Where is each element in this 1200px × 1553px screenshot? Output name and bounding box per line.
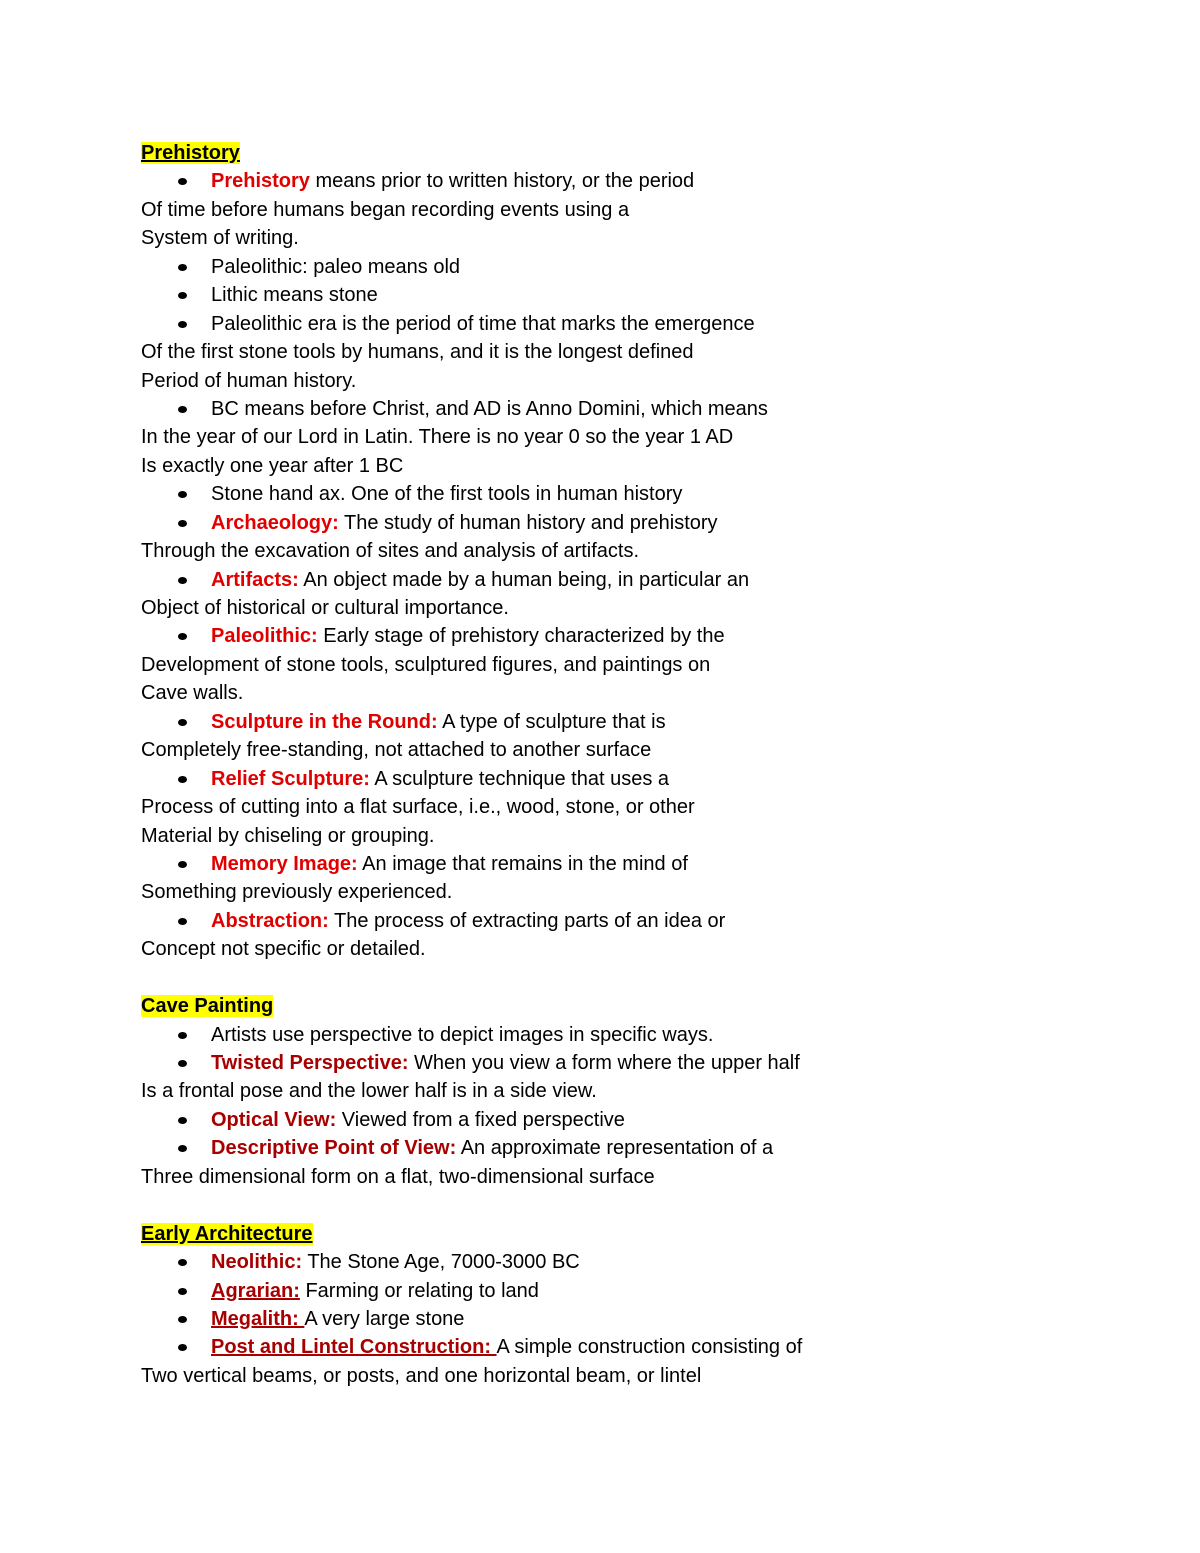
term-relief-sculpture: Relief Sculpture: xyxy=(211,767,370,790)
bullet-icon xyxy=(178,918,187,925)
body-text: Is a frontal pose and the lower half is in a side view. xyxy=(141,1080,597,1103)
continuation-line xyxy=(141,537,1141,565)
definition-text: A sculpture technique that uses a xyxy=(369,767,670,790)
continuation-line xyxy=(141,196,1141,224)
bullet-icon xyxy=(178,321,187,328)
continuation-line xyxy=(141,423,1141,451)
term-post-and-lintel-construction: Post and Lintel Construction: xyxy=(211,1336,497,1359)
bullet-icon xyxy=(178,178,187,185)
body-text: Of the first stone tools by humans, and it is the longest defined xyxy=(141,341,694,364)
body-text: Concept not specific or detailed. xyxy=(141,938,426,961)
body-text: Process of cutting into a flat surface, i.e., wood, stone, or other xyxy=(141,796,695,819)
bullet-icon xyxy=(178,264,187,271)
definition-text: The Stone Age, 7000-3000 BC xyxy=(302,1251,580,1274)
continuation-line xyxy=(141,651,1141,679)
definition-text: Viewed from a fixed perspective xyxy=(336,1108,625,1131)
term-paleolithic: Paleolithic: xyxy=(211,625,318,648)
continuation-line xyxy=(141,935,1141,963)
section-spacer xyxy=(141,1191,1141,1219)
body-text: In the year of our Lord in Latin. There is no year 0 so the year 1 AD xyxy=(141,426,734,449)
section-spacer xyxy=(141,964,1141,992)
term-agrarian: Agrarian: xyxy=(211,1279,300,1302)
term-memory-image: Memory Image: xyxy=(211,852,358,875)
list-item xyxy=(141,1305,1141,1333)
definition-text: Farming or relating to land xyxy=(299,1279,539,1302)
definition-text: The study of human history and prehistory xyxy=(338,511,718,534)
body-text: Two vertical beams, or posts, and one horizontal beam, or lintel xyxy=(141,1364,702,1387)
list-item xyxy=(141,310,1141,338)
body-text: Three dimensional form on a flat, two-dimensional surface xyxy=(141,1165,655,1188)
bullet-icon xyxy=(178,520,187,527)
body-text: Is exactly one year after 1 BC xyxy=(141,454,404,477)
list-item xyxy=(141,1333,1141,1361)
bullet-icon xyxy=(178,292,187,299)
term-optical-view: Optical View: xyxy=(211,1108,337,1131)
continuation-line xyxy=(141,224,1141,252)
section-heading-line xyxy=(141,139,1141,167)
list-item xyxy=(141,253,1141,281)
body-text: Period of human history. xyxy=(141,369,357,392)
bullet-icon xyxy=(178,1117,187,1124)
bullet-icon xyxy=(178,577,187,584)
bullet-icon xyxy=(178,1259,187,1266)
bullet-icon xyxy=(178,1344,187,1351)
section-heading-early-architecture: Early Architecture xyxy=(141,1222,313,1245)
definition-text: When you view a form where the upper half xyxy=(408,1052,800,1074)
definition-text: The process of extracting parts of an idea or xyxy=(328,909,726,932)
continuation-line xyxy=(141,736,1141,764)
definition-text: A type of sculpture that is xyxy=(437,710,666,733)
continuation-line xyxy=(141,793,1141,821)
term-artifacts: Artifacts: xyxy=(211,568,299,591)
list-item xyxy=(141,708,1141,736)
definition-text: A simple construction consisting of xyxy=(496,1336,803,1359)
list-item xyxy=(141,622,1141,650)
body-text: Completely free-standing, not attached to another surface xyxy=(141,739,652,762)
list-item xyxy=(141,1049,1141,1077)
term-abstraction: Abstraction: xyxy=(211,909,329,932)
section-heading-prehistory: Prehistory xyxy=(141,142,240,164)
body-text: Material by chiseling or grouping. xyxy=(141,824,435,847)
list-item xyxy=(141,907,1141,935)
continuation-line xyxy=(141,594,1141,622)
continuation-line xyxy=(141,822,1141,850)
list-item xyxy=(141,765,1141,793)
section-heading-cave-painting: Cave Painting xyxy=(141,995,274,1018)
definition-text: An object made by a human being, in particular an xyxy=(298,568,750,591)
list-item xyxy=(141,1134,1141,1162)
body-text: Development of stone tools, sculptured figures, and paintings on xyxy=(141,653,711,676)
list-item xyxy=(141,167,1141,195)
list-item xyxy=(141,480,1141,508)
section-heading-line xyxy=(141,1220,1141,1248)
term-descriptive-point-of-view: Descriptive Point of View: xyxy=(211,1137,457,1160)
continuation-line xyxy=(141,878,1141,906)
body-text: Object of historical or cultural importance. xyxy=(141,597,509,619)
bullet-icon xyxy=(178,861,187,868)
definition-text: Early stage of prehistory characterized by the xyxy=(317,625,725,648)
body-text: Paleolithic: paleo means old xyxy=(211,255,461,278)
bullet-icon xyxy=(178,633,187,640)
body-text: Something previously experienced. xyxy=(141,881,453,904)
bullet-icon xyxy=(178,1288,187,1295)
term-megalith: Megalith: xyxy=(211,1307,305,1330)
bullet-icon xyxy=(178,776,187,783)
bullet-icon xyxy=(178,491,187,498)
term-sculpture-in-the-round: Sculpture in the Round: xyxy=(211,710,438,733)
list-item xyxy=(141,1021,1141,1049)
continuation-line xyxy=(141,1163,1141,1191)
list-item xyxy=(141,1277,1141,1305)
definition-text: An approximate representation of a xyxy=(456,1137,774,1160)
list-item xyxy=(141,566,1141,594)
list-item xyxy=(141,395,1141,423)
continuation-line xyxy=(141,1362,1141,1390)
list-item xyxy=(141,281,1141,309)
body-text: Stone hand ax. One of the first tools in human history xyxy=(211,483,683,506)
body-text: BC means before Christ, and AD is Anno Domini, which means xyxy=(211,397,768,420)
continuation-line xyxy=(141,367,1141,395)
body-text: System of writing. xyxy=(141,227,299,250)
bullet-icon xyxy=(178,406,187,413)
body-text: Cave walls. xyxy=(141,682,244,705)
list-item xyxy=(141,1248,1141,1276)
list-item xyxy=(141,1106,1141,1134)
continuation-line xyxy=(141,1077,1141,1105)
list-item xyxy=(141,509,1141,537)
document-page xyxy=(141,139,1141,1390)
term-prehistory: Prehistory xyxy=(211,170,310,193)
term-archaeology: Archaeology: xyxy=(211,511,339,534)
body-text: Through the excavation of sites and analysis of artifacts. xyxy=(141,540,640,563)
bullet-icon xyxy=(178,719,187,726)
definition-text: means prior to written history, or the period xyxy=(309,170,695,193)
body-text: Paleolithic era is the period of time that marks the emergence xyxy=(211,312,755,335)
body-text: Of time before humans began recording events using a xyxy=(141,198,630,221)
definition-text: A very large stone xyxy=(304,1307,465,1330)
section-heading-line xyxy=(141,992,1141,1020)
list-item xyxy=(141,850,1141,878)
body-text: Artists use perspective to depict images in specific ways. xyxy=(211,1023,714,1046)
definition-text: An image that remains in the mind of xyxy=(357,852,688,875)
bullet-icon xyxy=(178,1032,187,1039)
body-text: Lithic means stone xyxy=(211,284,378,307)
term-neolithic: Neolithic: xyxy=(211,1251,303,1274)
continuation-line xyxy=(141,452,1141,480)
bullet-icon xyxy=(178,1145,187,1152)
continuation-line xyxy=(141,679,1141,707)
continuation-line xyxy=(141,338,1141,366)
bullet-icon xyxy=(178,1316,187,1323)
bullet-icon xyxy=(178,1060,187,1067)
term-twisted-perspective: Twisted Perspective: xyxy=(211,1052,409,1074)
